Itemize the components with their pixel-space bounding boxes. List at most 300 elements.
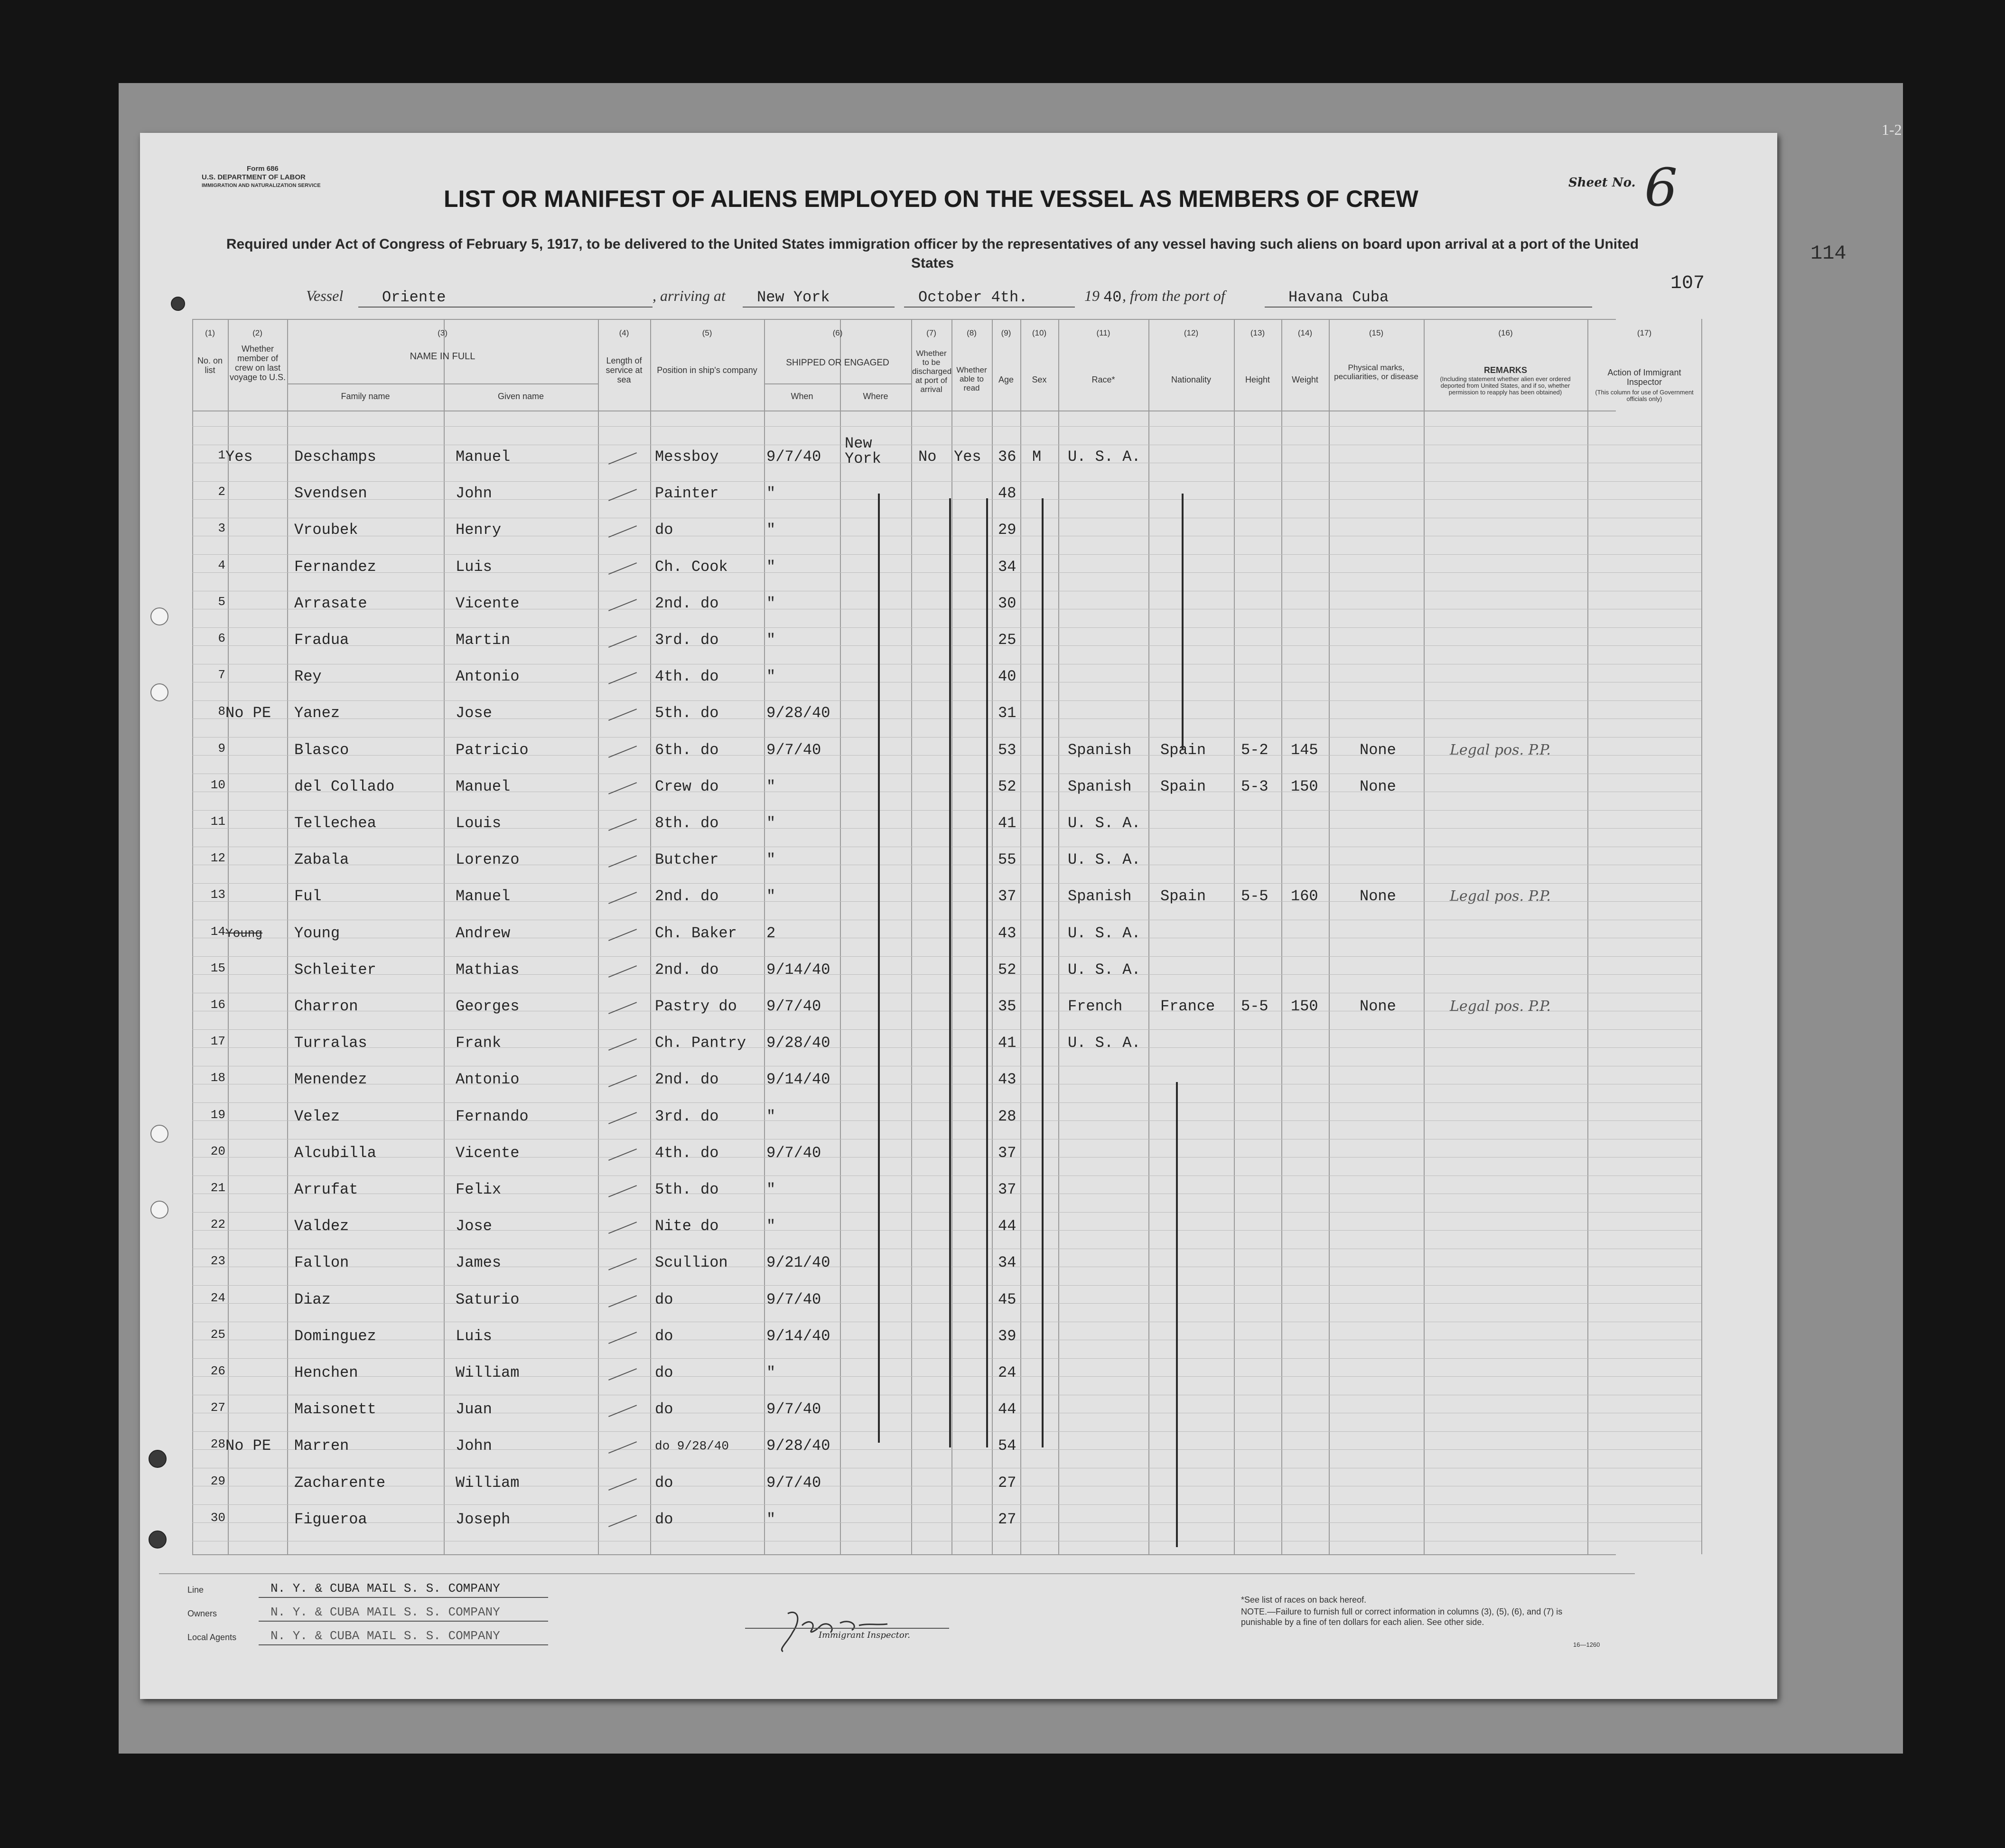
service-length-mark: [608, 1295, 637, 1307]
weight: 150: [1291, 778, 1318, 795]
owners-label: Owners: [187, 1609, 217, 1618]
ditto-line-discharged: [949, 498, 951, 1447]
shipped-when: 9/7/40: [766, 1474, 821, 1492]
col-11-num: (11): [1096, 328, 1110, 337]
shipped-when: 2: [766, 924, 776, 942]
given-name: Frank: [456, 1034, 502, 1052]
age: 48: [998, 485, 1016, 502]
col-6-label: SHIPPED OR ENGAGED: [786, 358, 889, 368]
row-rule: [192, 1376, 1701, 1377]
race: U. S. A.: [1068, 448, 1141, 466]
given-name: Henry: [456, 521, 502, 539]
department: U.S. DEPARTMENT OF LABOR: [202, 173, 306, 181]
family-name: Menendez: [294, 1071, 367, 1088]
sheet-number: 6: [1644, 157, 1678, 218]
row-number: 7: [218, 668, 225, 682]
col-2-label: Whether member of crew on last voyage to U.S.: [229, 344, 286, 382]
col-14-num: (14): [1297, 328, 1313, 337]
age: 54: [998, 1437, 1016, 1455]
column-rule: [1020, 319, 1021, 1554]
position: 4th. do: [655, 1144, 719, 1162]
weight: 145: [1291, 741, 1318, 759]
service-length-mark: [608, 746, 637, 758]
sex: M: [1032, 448, 1042, 466]
position: Ch. Pantry: [655, 1034, 746, 1052]
given-name: Vicente: [456, 595, 520, 612]
age: 53: [998, 741, 1016, 759]
row-number: 21: [210, 1181, 225, 1195]
age: 37: [998, 1144, 1016, 1162]
punch-hole: [150, 607, 168, 625]
punch-hole: [150, 683, 168, 701]
position: Nite do: [655, 1217, 719, 1235]
row-number: 11: [210, 814, 225, 829]
row-rule: [192, 956, 1701, 957]
height: 5-2: [1241, 741, 1268, 759]
given-name: Vicente: [456, 1144, 520, 1162]
column-rule: [1148, 319, 1149, 1554]
ditto-line-where: [878, 494, 880, 1443]
position: do: [655, 1511, 673, 1528]
age: 44: [998, 1400, 1016, 1418]
race: U. S. A.: [1068, 814, 1141, 832]
family-name: Rey: [294, 668, 322, 685]
position: Butcher: [655, 851, 719, 868]
row-rule: [192, 1504, 1701, 1505]
service-length-mark: [608, 672, 637, 684]
row-number: 19: [210, 1108, 225, 1122]
position: Messboy: [655, 448, 719, 466]
family-name: Zacharente: [294, 1474, 386, 1492]
column-rule: [1281, 319, 1282, 1554]
row-number: 10: [210, 778, 225, 792]
column-rule: [1701, 319, 1702, 1554]
page-title: LIST OR MANIFEST OF ALIENS EMPLOYED ON THE VESSEL AS MEMBERS OF CREW: [444, 186, 1418, 212]
service-length-mark: [608, 599, 637, 611]
service-length-mark: [608, 1368, 637, 1381]
shipped-when: ": [766, 485, 776, 502]
race: French: [1068, 998, 1123, 1015]
row-rule: [192, 1449, 1701, 1450]
given-name: William: [456, 1474, 520, 1492]
col-7-num: (7): [926, 328, 936, 337]
nationality: Spain: [1160, 741, 1206, 759]
col-16-label: REMARKS: [1483, 365, 1527, 375]
shipped-when: 9/14/40: [766, 1327, 830, 1345]
able-to-read: Yes: [954, 448, 981, 466]
family-name: Marren: [294, 1437, 349, 1455]
age: 36: [998, 448, 1016, 466]
family-name: Alcubilla: [294, 1144, 376, 1162]
given-name: Jose: [456, 1217, 492, 1235]
row-rule: [192, 1522, 1701, 1523]
col-4-label: Length of service at sea: [606, 356, 643, 384]
shipped-when: ": [766, 1511, 776, 1528]
stamp-number: 107: [1670, 273, 1705, 294]
col-2-num: (2): [252, 328, 262, 337]
age: 41: [998, 1034, 1016, 1052]
corner-mark: 1-2: [1882, 121, 1902, 138]
position: do 9/28/40: [655, 1439, 729, 1453]
row-rule: [192, 1285, 1701, 1286]
given-name: Manuel: [456, 778, 511, 795]
height: 5-5: [1241, 998, 1268, 1015]
position: do: [655, 521, 673, 539]
row-number: 3: [218, 521, 225, 535]
service-length-mark: [608, 782, 637, 794]
col-16-sub: (Including statement whether alien ever ordered deported from United States, and if so, whether permission to reapply has been obtained): [1440, 375, 1571, 396]
col-6-where: Where: [863, 392, 888, 401]
service-length-mark: [608, 1075, 637, 1087]
row-number: 2: [218, 485, 225, 499]
service-length-mark: [608, 1112, 637, 1124]
col-3-given: Given name: [497, 392, 544, 401]
position: 4th. do: [655, 668, 719, 685]
given-name: Louis: [456, 814, 502, 832]
column-rule: [192, 319, 193, 1554]
service-length-mark: [608, 929, 637, 941]
ditto-line-sex: [1042, 498, 1044, 1447]
arrival-date: October 4th.: [918, 289, 1028, 306]
row-rule: [192, 1212, 1701, 1213]
year-prefix: 19: [1084, 287, 1100, 304]
shipped-when: ": [766, 1108, 776, 1125]
shipped-when: 9/7/40: [766, 1291, 821, 1308]
age: 27: [998, 1474, 1016, 1492]
shipped-when: ": [766, 668, 776, 685]
row-rule: [192, 554, 1701, 555]
nationality: Spain: [1160, 887, 1206, 905]
given-name: Antonio: [456, 1071, 520, 1088]
row-number: 17: [210, 1034, 225, 1048]
family-name: Arrufat: [294, 1181, 358, 1198]
service-length-mark: [608, 709, 637, 721]
shipped-when: 9/7/40: [766, 741, 821, 759]
row-rule: [192, 426, 1701, 427]
family-name: Svendsen: [294, 485, 367, 502]
weight: 160: [1291, 887, 1318, 905]
service-length-mark: [608, 1405, 637, 1417]
shipped-when: 9/7/40: [766, 448, 821, 466]
row-rule: [192, 572, 1701, 573]
col-11-label: Race*: [1091, 375, 1115, 384]
service-length-mark: [608, 819, 637, 831]
service-length-mark: [608, 635, 637, 648]
shipped-when: 9/14/40: [766, 961, 830, 979]
given-name: Felix: [456, 1181, 502, 1198]
ditto-line-race-upper: [1182, 494, 1184, 750]
service-length-mark: [608, 1002, 637, 1014]
line-label: Line: [187, 1585, 204, 1595]
shipped-when: 9/21/40: [766, 1254, 830, 1271]
col-13-label: Height: [1245, 375, 1270, 384]
age: 27: [998, 1511, 1016, 1528]
col-17-sub: (This column for use of Government officials only): [1595, 389, 1694, 402]
col-17-label: Action of Immigrant Inspector: [1607, 368, 1681, 387]
service: IMMIGRATION AND NATURALIZATION SERVICE: [202, 183, 321, 188]
previous-voyage: No PE: [225, 1437, 271, 1455]
arriving-label: , arriving at: [653, 287, 726, 304]
given-name: Patricio: [456, 741, 529, 759]
physical-marks: None: [1360, 998, 1396, 1015]
position: do: [655, 1327, 673, 1345]
row-number: 22: [210, 1217, 225, 1232]
row-number: 23: [210, 1254, 225, 1268]
age: 25: [998, 631, 1016, 649]
given-name: Antonio: [456, 668, 520, 685]
family-name: Dominguez: [294, 1327, 376, 1345]
sheet-label: Sheet No.: [1568, 176, 1636, 190]
service-length-mark: [608, 562, 637, 575]
age: 52: [998, 961, 1016, 979]
position: do: [655, 1400, 673, 1418]
shipped-when: 9/14/40: [766, 1071, 830, 1088]
given-name: Lorenzo: [456, 851, 520, 868]
remarks: Legal pos. P.P.: [1450, 998, 1551, 1015]
service-length-mark: [608, 1332, 637, 1344]
races-note: *See list of races on back hereof.: [1241, 1595, 1367, 1605]
age: 31: [998, 704, 1016, 722]
column-rule: [444, 319, 445, 1554]
age: 34: [998, 558, 1016, 576]
age: 24: [998, 1364, 1016, 1381]
shipped-when: 9/7/40: [766, 998, 821, 1015]
given-name: Saturio: [456, 1291, 520, 1308]
from-label: , from the port of: [1122, 287, 1225, 304]
given-name: Georges: [456, 998, 520, 1015]
column-rule: [992, 319, 993, 1554]
family-name: Schleiter: [294, 961, 376, 979]
age: 55: [998, 851, 1016, 868]
inspector-label: Immigrant Inspector.: [819, 1630, 911, 1640]
shipped-when: ": [766, 1181, 776, 1198]
column-rule: [1234, 319, 1235, 1554]
height: 5-3: [1241, 778, 1268, 795]
vessel-name: Oriente: [382, 289, 446, 306]
col-3-num: (3): [438, 328, 448, 337]
given-name: Fernando: [456, 1108, 529, 1125]
owners-value: N. Y. & CUBA MAIL S. S. COMPANY: [270, 1605, 500, 1619]
nationality: France: [1160, 998, 1215, 1015]
given-name: Joseph: [456, 1511, 511, 1528]
row-rule: [192, 883, 1701, 884]
row-number: 5: [218, 595, 225, 609]
given-name: Luis: [456, 558, 492, 576]
position: 3rd. do: [655, 631, 719, 649]
age: 43: [998, 924, 1016, 942]
position: Painter: [655, 485, 719, 502]
row-rule: [192, 1431, 1701, 1432]
family-name: Turralas: [294, 1034, 367, 1052]
race: Spanish: [1068, 741, 1132, 759]
row-rule: [192, 645, 1701, 646]
column-rule: [598, 319, 599, 1554]
arrival-year: 40: [1103, 289, 1122, 306]
family-name: Fernandez: [294, 558, 376, 576]
shipped-when: ": [766, 851, 776, 868]
family-name: Valdez: [294, 1217, 349, 1235]
shipped-when: ": [766, 1364, 776, 1381]
service-length-mark: [608, 1441, 637, 1454]
race: U. S. A.: [1068, 961, 1141, 979]
physical-marks: None: [1360, 887, 1396, 905]
row-rule: [192, 1120, 1701, 1121]
row-number: 13: [210, 887, 225, 902]
punch-hole: [150, 1201, 168, 1219]
col-10-num: (10): [1032, 328, 1047, 337]
position: Pastry do: [655, 998, 737, 1015]
given-name: Jose: [456, 704, 492, 722]
given-name: Luis: [456, 1327, 492, 1345]
col-6-when: When: [791, 392, 813, 401]
age: 44: [998, 1217, 1016, 1235]
punch-hole: [150, 1125, 168, 1143]
agents-value: N. Y. & CUBA MAIL S. S. COMPANY: [270, 1629, 500, 1643]
remarks: Legal pos. P.P.: [1450, 888, 1551, 905]
age: 40: [998, 668, 1016, 685]
row-rule: [192, 1102, 1701, 1103]
col-14-label: Weight: [1292, 375, 1318, 384]
service-length-mark: [608, 855, 637, 868]
family-name: Zabala: [294, 851, 349, 868]
physical-marks: None: [1360, 778, 1396, 795]
shipped-when: ": [766, 595, 776, 612]
shipped-when: ": [766, 814, 776, 832]
punch-hole: [149, 1450, 167, 1468]
row-rule: [192, 1303, 1701, 1304]
shipped-when: ": [766, 631, 776, 649]
family-name: Maisonett: [294, 1400, 376, 1418]
position: 5th. do: [655, 1181, 719, 1198]
family-name: Ful: [294, 887, 322, 905]
col-5-label: Position in ship's company: [657, 365, 757, 375]
row-number: 16: [210, 998, 225, 1012]
page-subtitle: Required under Act of Congress of February 5, 1917, to be delivered to the United States immigration officer by the representatives of any vessel having such aliens on board upon arrival at a port of the United States: [226, 236, 1639, 271]
shipped-where: New York: [845, 435, 881, 467]
column-rule: [764, 319, 765, 1554]
col-16-num: (16): [1498, 328, 1513, 337]
shipped-when: ": [766, 778, 776, 795]
family-name: Yanez: [294, 704, 340, 722]
service-length-mark: [608, 1478, 637, 1491]
column-rule: [1424, 319, 1425, 1554]
age: 37: [998, 887, 1016, 905]
position: 3rd. do: [655, 1108, 719, 1125]
row-number: 26: [210, 1364, 225, 1378]
column-rule: [650, 319, 651, 1554]
row-rule: [192, 481, 1701, 482]
shipped-when: 9/28/40: [766, 1034, 830, 1052]
weight: 150: [1291, 998, 1318, 1015]
family-name: Vroubek: [294, 521, 358, 539]
ditto-line-read: [986, 498, 988, 1447]
row-number: 6: [218, 631, 225, 645]
punch-hole: [149, 1531, 167, 1549]
given-name: John: [456, 485, 492, 502]
service-length-mark: [608, 1258, 637, 1270]
row-number: 4: [218, 558, 225, 572]
col-7-label: Whether to be discharged at port of arrival: [912, 349, 952, 394]
age: 43: [998, 1071, 1016, 1088]
column-rule: [287, 319, 288, 1554]
shipped-when: ": [766, 558, 776, 576]
age: 41: [998, 814, 1016, 832]
manifest-sheet: [140, 133, 1777, 1699]
row-rule: [192, 810, 1701, 811]
col-9-num: (9): [1001, 328, 1011, 337]
race: U. S. A.: [1068, 851, 1141, 868]
row-number: 12: [210, 851, 225, 865]
row-number: 24: [210, 1291, 225, 1305]
row-number: 8: [218, 704, 225, 719]
col-10-label: Sex: [1032, 375, 1047, 384]
given-name: James: [456, 1254, 502, 1271]
position: do: [655, 1291, 673, 1308]
row-rule: [192, 828, 1701, 829]
service-length-mark: [608, 965, 637, 978]
position: 5th. do: [655, 704, 719, 722]
discharged: No: [918, 448, 937, 466]
column-rule: [911, 319, 912, 1554]
shipped-when: 9/28/40: [766, 704, 830, 722]
col-12-label: Nationality: [1171, 375, 1212, 384]
previous-voyage: Yes: [225, 448, 253, 466]
col-13-num: (13): [1250, 328, 1265, 337]
ditto-line-race-lower: [1176, 1082, 1178, 1547]
family-name: Diaz: [294, 1291, 331, 1308]
form-number: Form 686: [247, 165, 279, 173]
shipped-when: ": [766, 887, 776, 905]
row-rule: [192, 974, 1701, 975]
row-number: 28: [210, 1437, 225, 1451]
age: 34: [998, 1254, 1016, 1271]
position: 2nd. do: [655, 1071, 719, 1088]
row-number: 29: [210, 1474, 225, 1488]
col-17-num: (17): [1637, 328, 1652, 337]
col-3-label: NAME IN FULL: [410, 351, 476, 362]
col-8-num: (8): [967, 328, 977, 337]
col-8-label: Whether able to read: [956, 365, 987, 392]
service-length-mark: [608, 1148, 637, 1161]
col-15-num: (15): [1369, 328, 1384, 337]
service-length-mark: [608, 1038, 637, 1051]
given-name: Andrew: [456, 924, 511, 942]
family-name: Fallon: [294, 1254, 349, 1271]
row-rule: [192, 700, 1701, 701]
shipped-when: 9/28/40: [766, 1437, 830, 1455]
line-value: N. Y. & CUBA MAIL S. S. COMPANY: [270, 1581, 500, 1596]
race: Spanish: [1068, 887, 1132, 905]
position: Scullion: [655, 1254, 728, 1271]
departure-port: Havana Cuba: [1288, 289, 1389, 306]
position: 6th. do: [655, 741, 719, 759]
row-number: 27: [210, 1400, 225, 1415]
row-rule: [192, 1029, 1701, 1030]
family-name: del Collado: [294, 778, 395, 795]
vessel-label: Vessel: [306, 287, 344, 304]
position: 2nd. do: [655, 595, 719, 612]
col-3-family: Family name: [341, 392, 390, 401]
family-name: Blasco: [294, 741, 349, 759]
row-rule: [192, 1358, 1701, 1359]
print-code: 16—1260: [1573, 1641, 1600, 1648]
col-1-num: (1): [205, 328, 215, 337]
age: 28: [998, 1108, 1016, 1125]
race: Spanish: [1068, 778, 1132, 795]
previous-voyage: No PE: [225, 704, 271, 722]
remarks: Legal pos. P.P.: [1450, 742, 1551, 758]
position: 2nd. do: [655, 961, 719, 979]
